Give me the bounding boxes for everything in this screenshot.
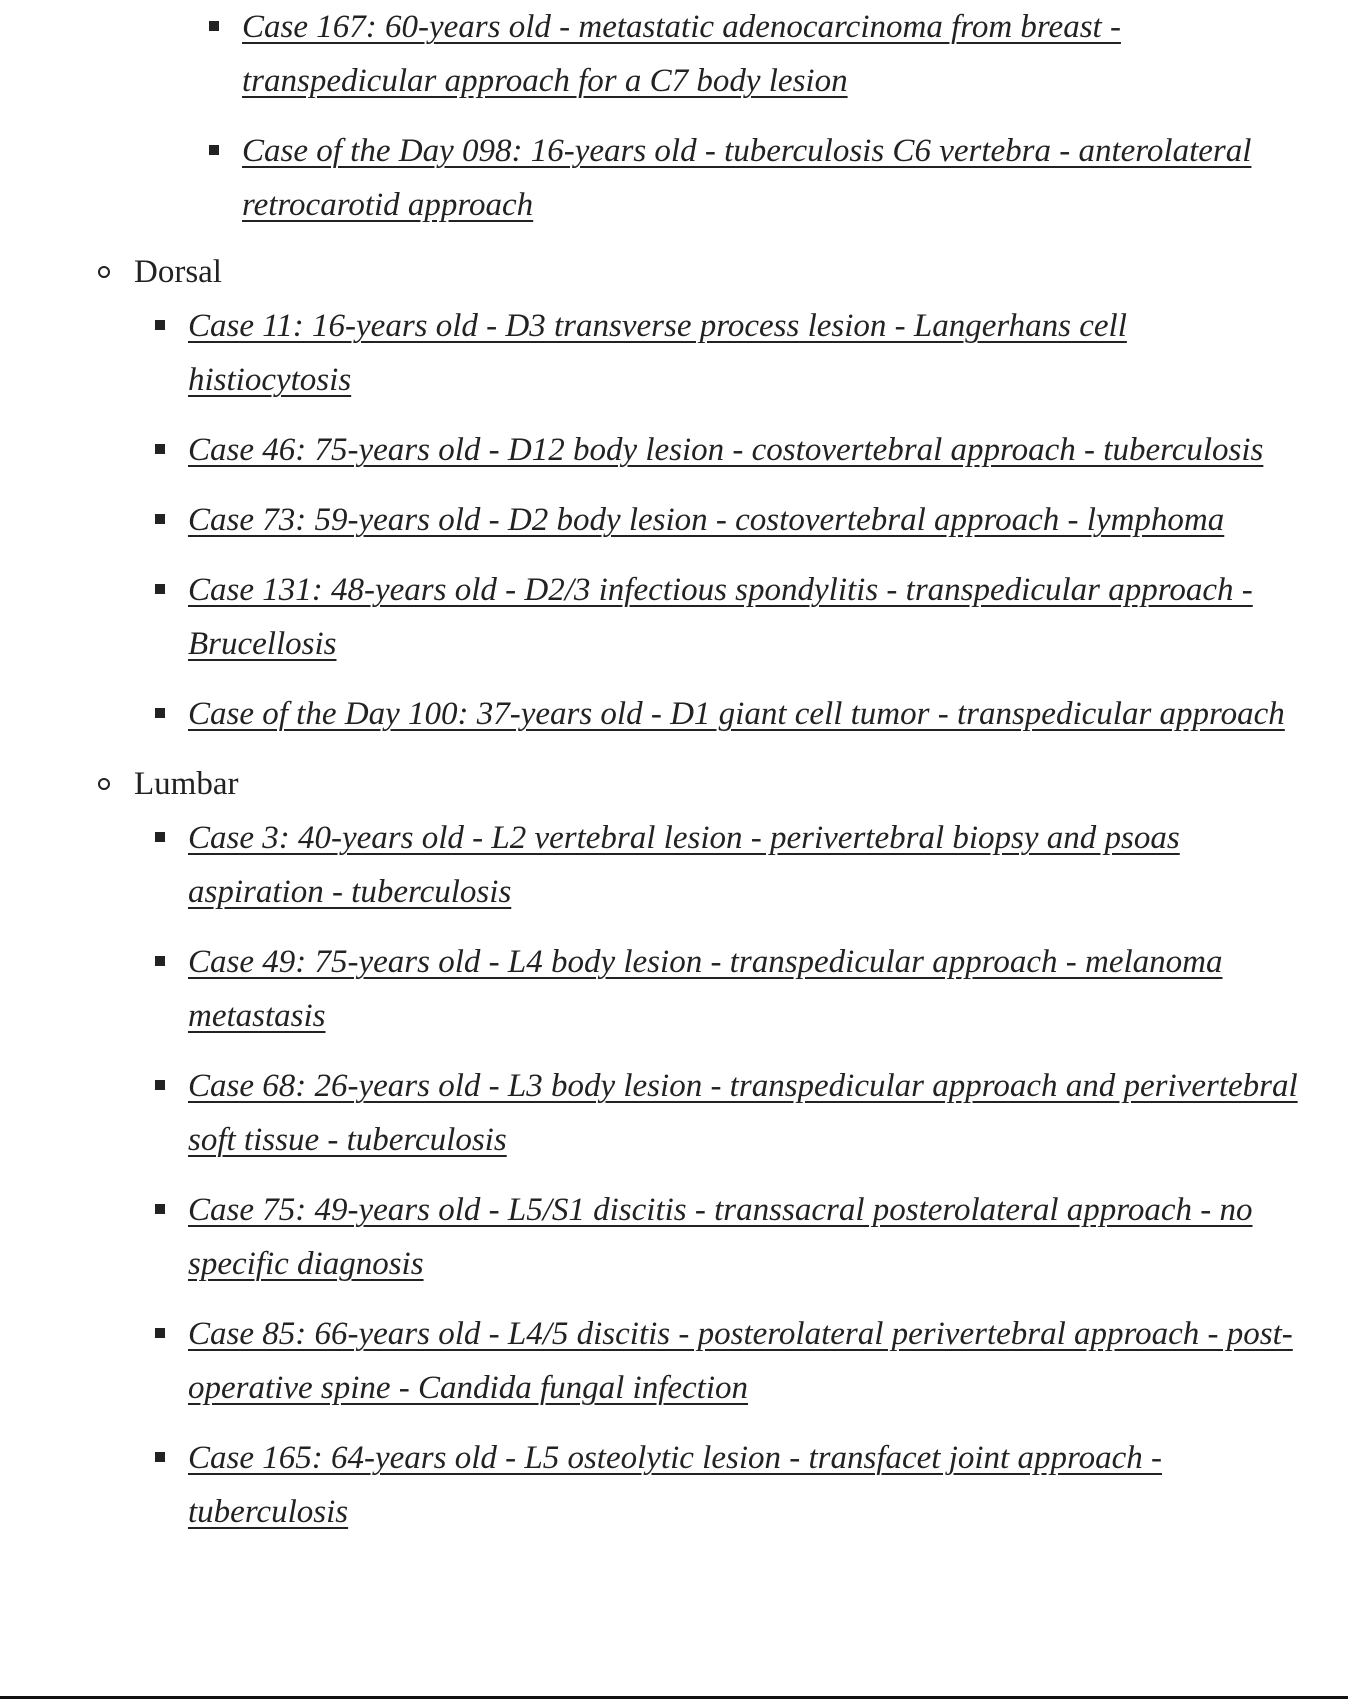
section-heading: [134, 757, 1348, 811]
section-dorsal: [0, 245, 1348, 741]
section-heading: [134, 245, 1348, 299]
list-item: [188, 1183, 1298, 1291]
square-bullet-icon: [155, 708, 165, 718]
case-link[interactable]: Case 73: 59-years old - D2 body lesion - costovertebral approach - lymphoma: [188, 502, 1225, 538]
list-item: [188, 687, 1298, 741]
region-section-list: [0, 245, 1348, 1555]
list-item: [242, 124, 1322, 232]
case-link[interactable]: Case 68: 26-years old - L3 body lesion - transpedicular approach and perivertebral soft tissue - tuberculosis: [188, 1068, 1298, 1158]
list-item: [188, 1059, 1298, 1167]
bottom-divider: [0, 1696, 1348, 1699]
square-bullet-icon: [155, 1328, 165, 1338]
square-bullet-icon: [155, 1204, 165, 1214]
list-item: [188, 1307, 1298, 1415]
case-link[interactable]: Case 11: 16-years old - D3 transverse process lesion - Langerhans cell histiocytosis: [188, 308, 1127, 398]
list-item: [188, 299, 1298, 407]
section-title: Dorsal: [134, 254, 222, 290]
square-bullet-icon: [155, 832, 165, 842]
case-link[interactable]: Case 46: 75-years old - D12 body lesion - costovertebral approach - tuberculosis: [188, 432, 1264, 468]
case-link[interactable]: Case 131: 48-years old - D2/3 infectious spondylitis - transpedicular approach - Brucellosis: [188, 572, 1253, 662]
dorsal-case-list: [134, 299, 1298, 741]
list-item: [188, 423, 1298, 477]
square-bullet-icon: [155, 514, 165, 524]
square-bullet-icon: [155, 320, 165, 330]
section-lumbar: [0, 757, 1348, 1539]
case-link[interactable]: Case 167: 60-years old - metastatic adenocarcinoma from breast - transpedicular approach for a C7 body lesion: [242, 9, 1121, 99]
list-item: [188, 563, 1298, 671]
list-item: [242, 0, 1322, 108]
section-title: Lumbar: [134, 766, 239, 802]
case-link[interactable]: Case 85: 66-years old - L4/5 discitis - posterolateral perivertebral approach - post-operative spine - Candida fungal infection: [188, 1316, 1293, 1406]
list-item: [188, 935, 1298, 1043]
square-bullet-icon: [209, 145, 219, 155]
square-bullet-icon: [155, 444, 165, 454]
case-link[interactable]: Case 165: 64-years old - L5 osteolytic lesion - transfacet joint approach - tuberculosis: [188, 1440, 1162, 1530]
list-item: [188, 1431, 1298, 1539]
list-item: [188, 493, 1298, 547]
case-link[interactable]: Case of the Day 100: 37-years old - D1 giant cell tumor - transpedicular approach: [188, 696, 1285, 732]
cervical-case-list-continued: [242, 0, 1322, 248]
case-link[interactable]: Case 75: 49-years old - L5/S1 discitis - transsacral posterolateral approach - no specific diagnosis: [188, 1192, 1253, 1282]
square-bullet-icon: [209, 21, 219, 31]
case-link[interactable]: Case 49: 75-years old - L4 body lesion - transpedicular approach - melanoma metastasis: [188, 944, 1223, 1034]
square-bullet-icon: [155, 1080, 165, 1090]
square-bullet-icon: [155, 956, 165, 966]
circle-bullet-icon: [98, 778, 110, 790]
case-link[interactable]: Case 3: 40-years old - L2 vertebral lesion - perivertebral biopsy and psoas aspiration - tuberculosis: [188, 820, 1180, 910]
case-link[interactable]: Case of the Day 098: 16-years old - tuberculosis C6 vertebra - anterolateral retrocarotid approach: [242, 133, 1252, 223]
square-bullet-icon: [155, 584, 165, 594]
lumbar-case-list: [134, 811, 1298, 1539]
circle-bullet-icon: [98, 266, 110, 278]
square-bullet-icon: [155, 1452, 165, 1462]
list-item: [188, 811, 1298, 919]
